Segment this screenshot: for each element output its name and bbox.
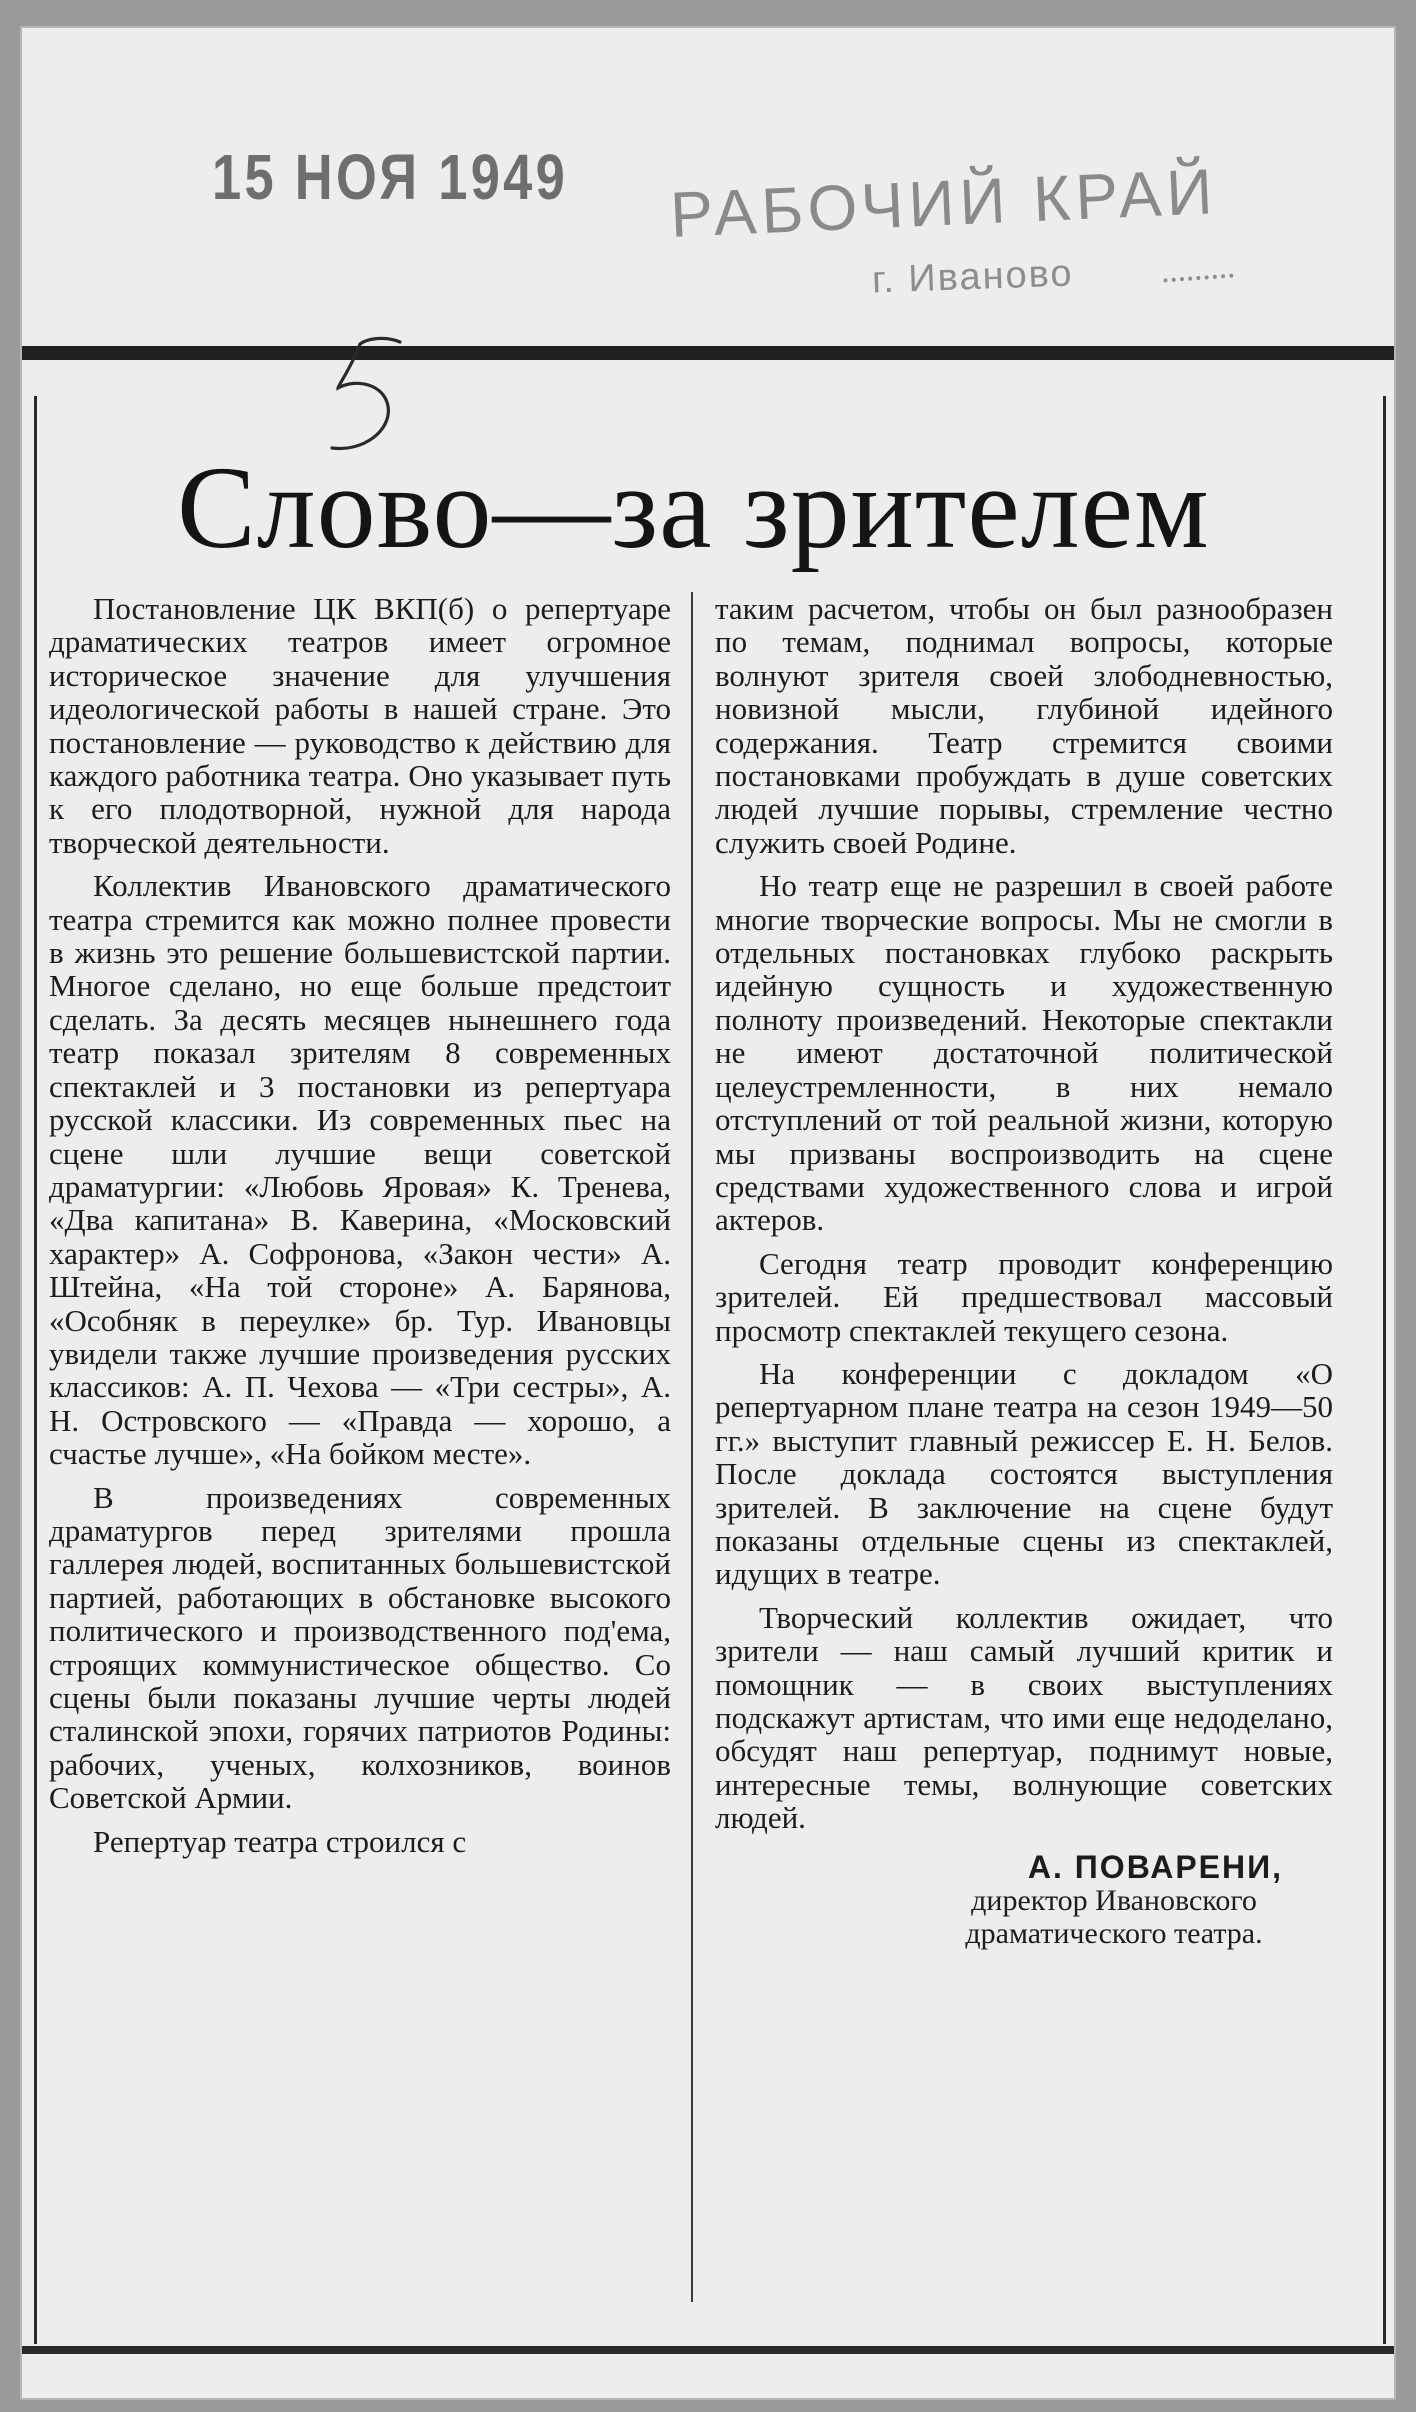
paragraph: Творческий коллектив ожидает, что зрители — наш самый лучший критик и помощник — в своих выступлениях подскажут артистам, что ими еще недоделано, обсудят наш репертуар, поднимут новые, интересные темы, волнующие советских людей. xyxy=(715,1599,1333,1836)
left-column xyxy=(49,592,671,1868)
article-title: Слово—за зрителем xyxy=(177,442,1210,573)
column-divider xyxy=(691,592,693,2302)
date-stamp: 15 НОЯ 1949 xyxy=(212,141,569,213)
paragraph: таким расчетом, чтобы он был разнообразен по темам, поднимал вопросы, которые волнуют зрителя своей злободневностью, новизной мысли, глубиной идейного содержания. Театр стремится своими постановками пробуждать в душе советских людей лучшие порывы, стремление честно служить своей Родине. xyxy=(715,591,1333,860)
paragraph: Сегодня театр проводит конференцию зрителей. Ей предшествовал массовый просмотр спектаклей текущего сезона. xyxy=(715,1245,1333,1348)
paragraph: Коллектив Ивановского драматического театра стремится как можно полнее провести в жизнь это решение большевистской партии. Многое сделано, но еще больше предстоит сделать. За десять месяцев нынешнего года театр показал зрителям 8 современных спектаклей и 3 постановки из репертуара русской классики. Из современных пьес на сцене шли лучшие вещи советской драматургии: «Любовь Яровая» К. Тренева, «Два капитана» В. Каверина, «Московский характер» А. Софронова, «Закон чести» А. Штейна, «На той стороне» А. Барянова, «Особняк в переулке» бр. Тур. Ивановцы увидели также лучшие произведения русских классиков: А. П. Чехова — «Три сестры», А. Н. Островского — «Правда — хорошо, а счастье лучше», «На бойком месте». xyxy=(49,868,671,1472)
author-signature: А. ПОВАРЕНИ, xyxy=(1027,1848,1283,1885)
paragraph: Постановление ЦК ВКП(б) о репертуаре драматических театров имеет огромное историческое значение для улучшения идеологической работы в нашей стране. Это постановление — руководство к действию для каждого работника театра. Оно указывает путь к его плодотворной, нужной для народа творческой деятельности. xyxy=(49,591,671,860)
author-title-line1: директор Ивановского xyxy=(971,1884,1257,1918)
bottom-rule xyxy=(22,2346,1394,2354)
paragraph: Но театр еще не разрешил в своей работе многие творческие вопросы. Мы не смогли в отдельных постановках глубоко раскрыть идейную сущность и художественную полноту произведений. Некоторые спектакли не имеют достаточной политической целеустремленности, в них немало отступлений от той реальной жизни, которую мы призваны воспроизводить на сцене средствами художественного слова и игрой актеров. xyxy=(715,868,1333,1238)
author-title-line2: драматического театра. xyxy=(965,1917,1263,1951)
paragraph: Репертуар театра строился с xyxy=(93,1823,467,1859)
newspaper-clipping xyxy=(22,28,1394,2398)
right-column xyxy=(715,592,1333,1950)
top-rule xyxy=(22,346,1394,360)
paragraph: На конференции с докладом «О репертуарном плане театра на сезон 1949—50 гг.» выступит главный режиссер Е. Н. Белов. После доклада состоятся выступления зрителей. В заключение на сцене будут показаны отдельные сцены из спектаклей, идущих в театре. xyxy=(715,1355,1333,1592)
newspaper-name-stamp: РАБОЧИЙ КРАЙ xyxy=(668,155,1219,251)
stamp-scribble xyxy=(1163,274,1234,299)
paragraph: В произведениях современных драматургов перед зрителями прошла галлерея людей, воспитанных большевистской партией, работающих в обстановке высокого политического и производственного под'ема, строящих коммунистическое общество. Со сцены были показаны лучшие черты людей сталинской эпохи, горячих патриотов Родины: рабочих, ученых, колхозников, воинов Советской Армии. xyxy=(49,1479,671,1816)
article xyxy=(34,396,1386,2344)
city-stamp: г. Иваново xyxy=(871,252,1075,302)
